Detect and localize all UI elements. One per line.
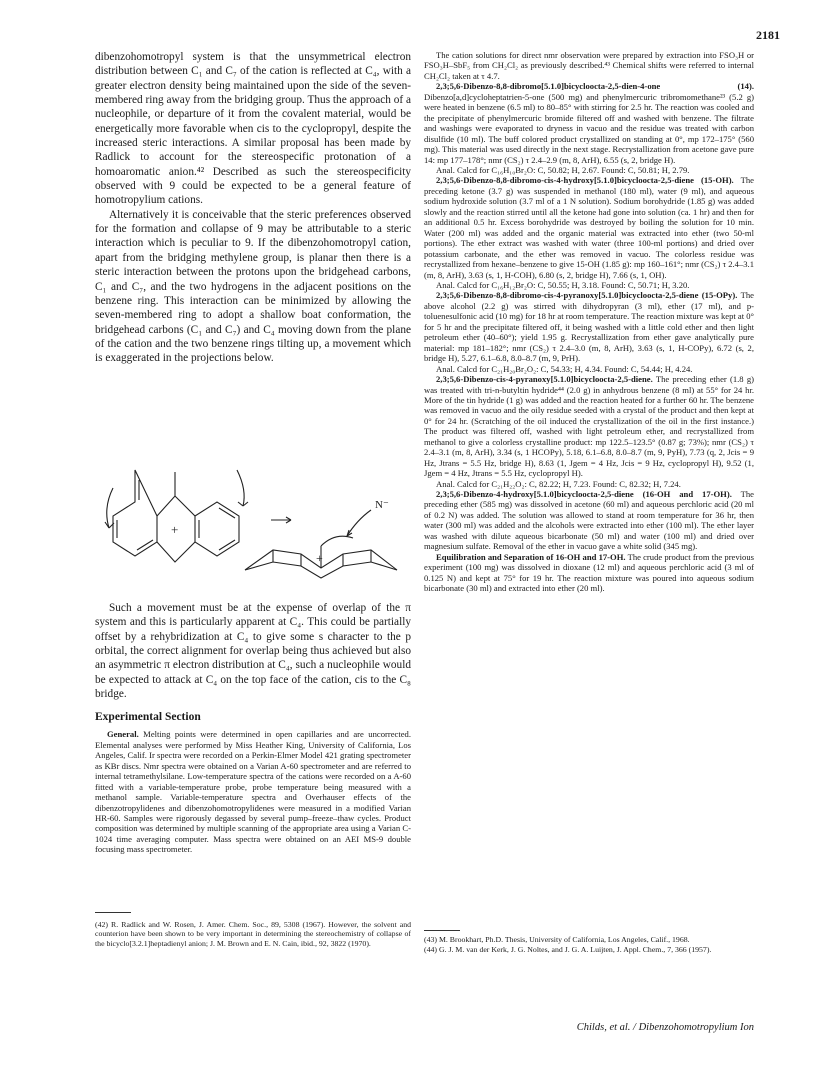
procedure-text: The preceding ether (585 mg) was dissolved in acetone (60 ml) and aqueous perchloric acid (20 ml of 0.2 N) was added. The solution was allowed to stand at room temperature for 36 hr, then water (300 ml) was added and the alcohols were extracted into ether (100 ml). The ether layer was washed with dilute aqueous bicarbonate (50 ml) and water (100 ml) and dried over magnesium sulfate. Removal of the ether in vacuo gave a white solid (345 mg). xyxy=(424,489,754,552)
analysis-15-oh: Anal. Calcd for C₁₆H₁₂Br₂O: C, 50.55; H, 3.18. Found: C, 50.71; H, 3.20. xyxy=(436,279,690,290)
procedure-text: The preceding ketone (3.7 g) was suspended in methanol (180 ml), water (9 ml), and aqueous sodium hydroxide solution (3.7 ml of a 1 N solution). Sodium borohydride (1.85 g) was added slowly and the reaction stirred until all the ketone had gone into solution (ca. 1 hr) and then for an additional 0.5 hr. Excess borohydride was destroyed by boiling the solution for 10 min. Water (200 ml) was added and the organic material was extracted into ether (two 50-ml portions). The ether extract was washed with water (three 100-ml portions) and dried over potassium carbonate, and the ether was removed in vacuo. The colorless residue was recrystallized from hexane–benzene to give 15-OH (1.85 g): mp 160–161°; nmr (CS₂) τ 2.4–3.1 (m, 8, ArH), 3.63 (s, 1, H-COH), 6.80 (s, 2, bridge H), 7.66 (s, 1, OH). xyxy=(424,175,754,280)
page-number: 2181 xyxy=(756,28,780,42)
cation-plus-sign-side: + xyxy=(316,551,323,565)
analysis-14: Anal. Calcd for C₁₆H₁₀Br₂O: C, 50.82; H, 2.67. Found: C, 50.81; H, 2.79. xyxy=(436,164,690,175)
footnote-rule xyxy=(424,930,460,931)
analysis-pyranoxy: Anal. Calcd for C₂₁H₂₂O₂: C, 82.22; H, 7.23. Found: C, 82.32; H, 7.24. xyxy=(436,478,681,489)
footnote-42: (42) R. Radlick and W. Rosen, J. Amer. Chem. Soc., 89, 5308 (1967). However, the solvent and counterion have been shown to be very important in determining the stereochemistry of collapse of the bicyclo[3.2.1]heptadienyl anion; J. M. Brown and E. N. Cain, ibid., 92, 3822 (1970). xyxy=(95,920,411,948)
running-footer: Childs, et al. / Dibenzohomotropylium Ion xyxy=(576,1022,754,1033)
procedure-15-oh xyxy=(424,175,754,280)
cation-plus-sign: + xyxy=(171,522,179,537)
run-in-heading: General. xyxy=(107,729,139,740)
footnote-43: (43) M. Brookhart, Ph.D. Thesis, University of California, Los Angeles, Calif., 1968. xyxy=(424,935,690,944)
central-ring-bottom xyxy=(157,542,195,562)
procedure-14 xyxy=(424,81,754,165)
procedure-pyranoxy xyxy=(424,374,754,479)
procedure-heading: 2,3;5,6-Dibenzo-8,8-dibromo-cis-4-hydroxy[5.1.0]bicycloocta-2,5-diene (15-OH). xyxy=(436,175,734,186)
footnotes-left xyxy=(95,920,411,949)
structure-drawing xyxy=(95,450,411,600)
curved-arrow-left xyxy=(107,488,113,528)
procedure-equilibration xyxy=(424,552,754,594)
cyclopropyl-bridge xyxy=(157,496,195,516)
nucleophile-label: N⁻ xyxy=(375,499,389,511)
bridge-arc xyxy=(321,536,353,546)
structure-figure xyxy=(95,450,411,600)
left-column-lower xyxy=(95,601,411,855)
curved-arrow-right xyxy=(237,470,244,506)
analysis-15-opy: Anal. Calcd for C₂₁H₂₀Br₂O₂: C, 54.33; H, 4.34. Found: C, 54.44; H, 4.24. xyxy=(436,363,693,374)
procedure-text: The above alcohol (2.2 g) was stirred with dihydropyran (3 ml), ether (17 ml), and p-toluenesulfonic acid (10 mg) for 18 hr at room temperature. The reaction mixture was kept at 0° for 5 hr and the precipitate filtered off, it being washed with a little cold ether and then light petroleum ether (40–60°); yield 1.95 g. Recrystallization from ether gave analytically pure material: mp 181–182°; nmr (CS₂) τ 2.4–3.0 (m, 8, ArH), 3.63 (s, 1, H-COPy), 6.72 (s, 2, bridge H), 5.27, 6.1–6.8, 8.0–8.7 (m, 9, PrH). xyxy=(424,290,754,364)
procedure-heading: Equilibration and Separation of 16-OH and 17-OH. xyxy=(436,551,626,562)
procedure-text: The preceding ether (1.8 g) was treated with tri-n-butyltin hydride⁴⁴ (2.0 g) in anhydrous benzene (8 ml) at 55° for 24 hr. More of the tin hydride (1 g) was added and the reaction heated for a further 60 hr. The benzene was removed in vacuo and the oily residue seeded with a crystal of the product and then kept at 0° for 24 hr. (Scratching of the oil induced the crystallization of the oil in the first instance.) The product was filtered off, washed with light petroleum ether, and recrystallized from methanol to give a colorless crystalline product: mp 122.5–123.5° (0.87 g; 73%); nmr (CS₂) τ 2.4–3.1 (m, 8, ArH), 3.34 (s, 1 HCOPy), 5.18, 6.1–6.8, 8.0–8.7 (m, 9, PyH), 7.73 (q, 2, Jcis = 9 Hz, Jtrans = 5.5 Hz, bridge H), 8.63 (1, Jgem = 4 Hz, Jcis = 9 Hz, cyclopropyl H), 9.52 (1, Jgem = 4 Hz, Jtrans = 5.5 Hz, cyclopropyl H). xyxy=(424,374,754,479)
right-benzene-ring xyxy=(195,502,239,556)
footnote-44: (44) G. J. M. van der Kerk, J. G. Noltes, and J. G. A. Luijten, J. Appl. Chem., 7, 366 (1957). xyxy=(424,945,712,955)
body-paragraph: dibenzohomotropyl system is that the unsymmetrical electron distribution between C₁ and C₇ of the cation is reflected at C₄, with a greater electron density being maintained upon the side of the seven-membered ring away from the bridging group. Thus the approach of a nucleophile, or departure of it from the covalent material, would be energetically more favorable when cis to the cyclopropyl, despite the increased steric interactions. A similar proposal has been made by Radlick to account for the stereospecific protonation of a homoaromatic anion.⁴² Described as such the stereospecificity observed with 9 could be expected to be a general feature of homotropylium cations. xyxy=(95,51,411,207)
procedure-15-opy xyxy=(424,290,754,363)
left-column xyxy=(95,50,411,366)
procedure-text: Dibenzo[a,d]cycloheptatrien-5-one (500 mg) and phenylmercuric tribromomethane²³ (5.2 g) were heated in benzene (6.5 ml) to 80–85° with stirring for 2.5 hr. The reaction was cooled and the precipitate of phenylmercuric bromide filtered off and washed with benzene. The filtrate and washings were evaporated to dryness in vacuo and the residue was treated with carbon disulfide (10 ml). The buff colored product crystallized on standing at 0°, mp 172–175° (560 mg). This material was used directly in the next stage. Recrystallization from acetone gave pure 14: mp 177–178°; nmr (CS₂) τ 2.4–2.9 (m, 8, ArH), 6.55 (s, 2, bridge H). xyxy=(424,91,754,165)
procedure-16-oh-17-oh xyxy=(424,489,754,552)
experimental-general xyxy=(95,729,411,854)
footnotes-right xyxy=(424,935,754,956)
procedure-heading: 2,3;5,6-Dibenzo-8,8-dibromo[5.1.0]bicycloocta-2,5-dien-4-one (14). xyxy=(436,81,754,92)
right-column xyxy=(424,50,754,594)
left-benzene-ring xyxy=(113,470,157,556)
procedure-heading: 2,3;5,6-Dibenzo-4-hydroxy[5.1.0]bicycloocta-2,5-diene (16-OH and 17-OH). xyxy=(436,489,732,500)
right-ring-double-bonds xyxy=(199,508,235,550)
body-paragraph: Alternatively it is conceivable that the steric preferences observed for the formation and collapse of 9 may be attributable to a steric interaction which is peculiar to 9. If the dibenzohomotropyl cation, apart from the bridging methylene group, is planar then there is a steric interaction between the protons upon the bridgehead carbons, C₁ and C₇, and the two hydrogens in the adjacent positions on the benzene ring. This interaction can be minimized by allowing the seven-membered ring to adopt a shallow boat conformation, the bridgehead carbons (C₁ and C₇) and C₄ moving down from the plane of the cation and the two benzene rings tilting up, a movement which is exaggerated in the projections below. xyxy=(95,208,411,365)
paragraph-text: Melting points were determined in open capillaries and are uncorrected. Elemental analyses were performed by Miss Heather King, University of California, Los Angeles, Calif. Ir spectra were recorded on a Perkin-Elmer Model 421 grating spectrometer as KBr discs. Nmr spectra were obtained on a Varian A-60 spectrometer and are referred to internal tetramethylsilane. Low-temperature spectra of the cations were recorded on a A-60 fitted with a variable-temperature probe, probe temperature being measured with a methanol sample. Variable-temperature spectra and Overhauser effects of the dibenzotropylidenes and dibenzohomotropylidenes were measured in a modified Varian HR-60. Samples were rigorously degassed by several pump–freeze–thaw cycles. Product composition was determined by multiple scanning of the appropriate area using a Varian C-1024 time averaging computer. Mass spectra were obtained on an AEI MS-9 double focusing mass spectrometer. xyxy=(95,729,411,855)
body-paragraph: Such a movement must be at the expense of overlap of the π system and this is particularly apparent at C₄. This could be partially offset by a rehybridization at C₄ to give some s character to the p orbital, the correct alignment for overlap being thus achieved but also an asymmetric π electron distribution at C₄, such a nucleophile would be expected to attack at C₄ on the top face of the cation, cis to the C₈ bridge. xyxy=(95,602,411,701)
procedure-text: The crude product from the previous experiment (100 mg) was dissolved in dioxane (12 ml) and aqueous perchloric acid (3 ml of 0.125 N) and kept at 75° for 19 hr. The reaction mixture was poured into aqueous sodium bicarbonate (30 ml) and extracted into ether (20 ml). xyxy=(424,551,754,594)
section-heading: Experimental Section xyxy=(95,711,201,724)
procedure-heading: 2,3;5,6-Dibenzo-cis-4-pyranoxy[5.1.0]bicycloocta-2,5-diene. xyxy=(436,374,653,385)
nucleophile-arrow xyxy=(347,510,371,536)
paragraph-cation-solutions: The cation solutions for direct nmr observation were prepared by extraction into FSO₃H or FSO₃H–SbF₅ from CH₂Cl₂ as previously described.⁴³ Chemical shifts were referred to internal CH₂Cl₂ taken at τ 4.7. xyxy=(424,50,754,81)
footnote-rule xyxy=(95,912,131,913)
procedure-heading: 2,3;5,6-Dibenzo-8,8-dibromo-cis-4-pyranoxy[5.1.0]bicycloocta-2,5-diene (15-OPy). xyxy=(436,290,738,301)
